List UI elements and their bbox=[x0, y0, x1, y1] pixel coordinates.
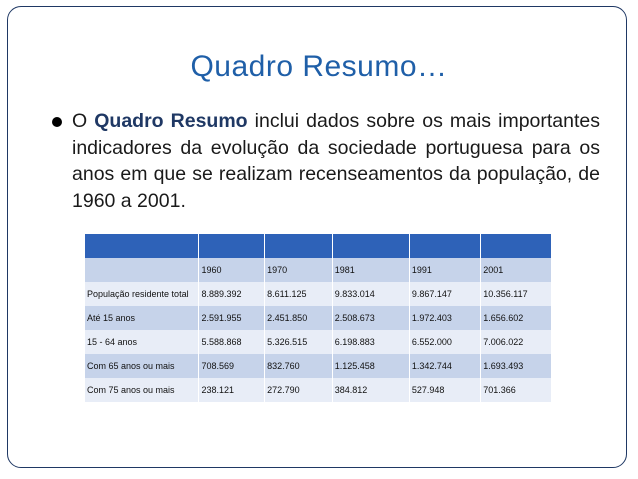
bullet-paragraph bbox=[72, 108, 600, 214]
bullet-prefix: O bbox=[72, 110, 95, 132]
row-label: Com 75 anos ou mais bbox=[85, 378, 199, 402]
table-cell: 2.591.955 bbox=[199, 306, 265, 330]
table-cell: 1.656.602 bbox=[481, 306, 552, 330]
row-label: População residente total bbox=[85, 282, 199, 306]
year-cell: 1970 bbox=[265, 258, 333, 282]
header-cell bbox=[332, 234, 409, 258]
bullet-body-text: inclui dados sobre os mais importantes indicadores da evolução da sociedade portuguesa para os anos em que se realizam recenseamentos da população, de 1960 a 2001. bbox=[72, 110, 601, 212]
row-label: 15 - 64 anos bbox=[85, 330, 199, 354]
year-cell: 1991 bbox=[409, 258, 480, 282]
table-cell: 6.198.883 bbox=[332, 330, 409, 354]
bullet-icon bbox=[52, 117, 62, 127]
table-cell: 527.948 bbox=[409, 378, 480, 402]
table-cell: 1.342.744 bbox=[409, 354, 480, 378]
header-cell bbox=[265, 234, 333, 258]
table-header-bar bbox=[85, 234, 552, 258]
table-cell: 8.889.392 bbox=[199, 282, 265, 306]
table-cell: 2.508.673 bbox=[332, 306, 409, 330]
table-row bbox=[85, 306, 552, 330]
table-cell: 708.569 bbox=[199, 354, 265, 378]
table-cell: 5.588.868 bbox=[199, 330, 265, 354]
table-cell: 238.121 bbox=[199, 378, 265, 402]
header-cell bbox=[199, 234, 265, 258]
table-cell: 832.760 bbox=[265, 354, 333, 378]
table-year-row bbox=[85, 258, 552, 282]
bullet-bold-text: Quadro Resumo bbox=[94, 110, 248, 132]
table-cell: 9.867.147 bbox=[409, 282, 480, 306]
table-cell: 9.833.014 bbox=[332, 282, 409, 306]
table-cell: 701.366 bbox=[481, 378, 552, 402]
table-cell: 6.552.000 bbox=[409, 330, 480, 354]
header-cell bbox=[409, 234, 480, 258]
header-cell bbox=[85, 234, 199, 258]
row-label: Com 65 anos ou mais bbox=[85, 354, 199, 378]
table-cell: 10.356.117 bbox=[481, 282, 552, 306]
table-cell: 8.611.125 bbox=[265, 282, 333, 306]
table-cell: 5.326.515 bbox=[265, 330, 333, 354]
table-cell: 2.451.850 bbox=[265, 306, 333, 330]
year-row-label bbox=[85, 258, 199, 282]
row-label: Até 15 anos bbox=[85, 306, 199, 330]
table-row bbox=[85, 330, 552, 354]
table-cell: 1.693.493 bbox=[481, 354, 552, 378]
table-cell: 7.006.022 bbox=[481, 330, 552, 354]
table-cell: 384.812 bbox=[332, 378, 409, 402]
year-cell: 1960 bbox=[199, 258, 265, 282]
table-cell: 1.972.403 bbox=[409, 306, 480, 330]
table-cell: 1.125.458 bbox=[332, 354, 409, 378]
year-cell: 2001 bbox=[481, 258, 552, 282]
table-row bbox=[85, 354, 552, 378]
table-row bbox=[85, 378, 552, 402]
slide-title: Quadro Resumo… bbox=[190, 50, 448, 83]
header-cell bbox=[481, 234, 552, 258]
table-row bbox=[85, 282, 552, 306]
table-cell: 272.790 bbox=[265, 378, 333, 402]
summary-table bbox=[85, 234, 552, 402]
year-cell: 1981 bbox=[332, 258, 409, 282]
